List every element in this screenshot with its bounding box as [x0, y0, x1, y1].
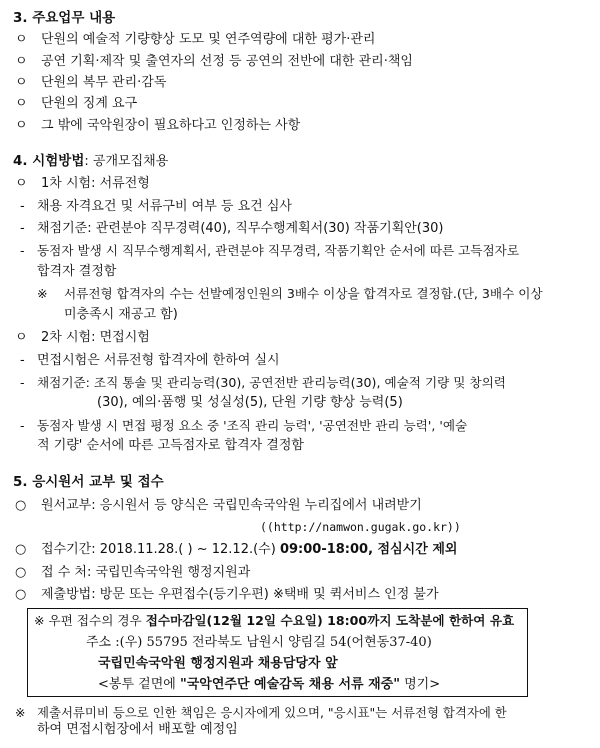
- list-item: [15, 53, 413, 71]
- first-exam-heading: [15, 175, 150, 193]
- circle-bullet-icon: ㅇ: [15, 75, 28, 90]
- list-item: [15, 586, 439, 604]
- first-exam-heading-text: 1차 시험: 서류전형: [41, 176, 150, 192]
- reference-mark-icon: ※: [15, 705, 26, 720]
- envelope-note-prefix: <봉투 겉면에: [98, 676, 180, 692]
- big-circle-bullet-icon: ○: [15, 542, 27, 558]
- list-item-text: 동점자 발생 시 직무수행계획서, 관련분야 직무경력, 작품기획안 순서에 따른 고득점자로: [37, 243, 519, 259]
- circle-bullet-icon: ㅇ: [15, 53, 28, 69]
- section-3-title: 3. 주요업무 내용: [13, 9, 116, 26]
- list-item: [20, 242, 519, 260]
- circle-bullet-icon: ㅇ: [15, 176, 28, 192]
- note-continuation: 하여 면접시험장에서 배포할 예정임: [37, 721, 238, 737]
- envelope-note: [98, 676, 440, 694]
- list-item-text: 채점기준: 조직 통솔 및 관리능력(30), 공연전반 관리능력(30), 예술적 기량 및 창의력: [37, 374, 506, 390]
- list-item: [20, 374, 506, 392]
- list-item-text: 공연 기획·제작 및 출연자의 선정 등 공연의 전반에 대한 관리·책임: [41, 53, 413, 69]
- list-item-text: 단원의 징계 요구: [41, 96, 138, 112]
- list-item-text: 단원의 복무 관리·감독: [41, 75, 167, 90]
- list-item: [15, 74, 166, 92]
- list-item: [15, 564, 250, 582]
- reference-mark-icon: ※: [37, 286, 48, 302]
- list-item: [15, 541, 457, 559]
- note-continuation: 미충족시 재공고 함): [64, 306, 178, 322]
- list-item-text: 채점기준: 관련분야 직무경력(40), 직무수행계획서(30) 작품기획안(30): [37, 221, 444, 237]
- list-item-text: 채용 자격요건 및 서류구비 여부 등 요건 심사: [37, 198, 292, 214]
- homepage-url: ((http://namwon.gugak.go.kr)): [260, 520, 461, 534]
- section-4-title: [13, 152, 168, 171]
- dash-bullet-icon: -: [20, 243, 25, 259]
- list-item-text: 접 수 처: 국립민속국악원 행정지원과: [41, 564, 251, 580]
- circle-bullet-icon: ㅇ: [15, 330, 28, 346]
- list-item-text: 그 밖에 국악원장이 필요하다고 인정하는 사항: [41, 117, 301, 133]
- list-item-text: 단원의 예술적 기량향상 도모 및 연주역량에 대한 평가·관리: [41, 32, 376, 48]
- note-text: 제출서류미비 등으로 인한 책임은 응시자에게 있으며, "응시표"는 서류전형 합격자에 한: [37, 705, 507, 720]
- mail-notice-line-1: [34, 612, 514, 630]
- dash-bullet-icon: -: [20, 374, 25, 390]
- list-item-continuation: 적 기량' 순서에 따른 고득점자로 합격자 결정함: [37, 438, 304, 454]
- envelope-label: "국악연주단 예술감독 채용 서류 재중": [179, 676, 400, 692]
- note-text: 서류전형 합격자의 수는 선발예정인원의 3배수 이상을 합격자로 결정함.(단, 3배수 이상: [64, 286, 543, 302]
- note-item: [15, 704, 507, 722]
- list-item: [15, 95, 137, 113]
- list-item: [15, 31, 375, 49]
- list-item: [20, 220, 444, 238]
- note-item: [37, 285, 543, 303]
- dash-bullet-icon: -: [20, 417, 25, 433]
- dash-bullet-icon: -: [20, 198, 25, 214]
- list-item: [15, 117, 300, 135]
- period-text: 접수기간: 2018.11.28.( ) ~ 12.12.(수): [41, 542, 280, 558]
- section-4-title-suffix: : 공개모집채용: [84, 153, 169, 169]
- list-item: [20, 417, 467, 435]
- mail-deadline: 접수마감일(12월 12일 수요일) 18:00까지 도착분에 한하여 유효: [145, 613, 515, 629]
- list-item-text: 면접시험은 서류전형 합격자에 한하여 실시: [37, 352, 280, 368]
- section-4-title-prefix: 4. 시험방법: [13, 152, 85, 169]
- big-circle-bullet-icon: ○: [15, 497, 27, 513]
- dash-bullet-icon: -: [20, 352, 25, 368]
- section-5-title: 5. 응시원서 교부 및 접수: [13, 474, 164, 491]
- dash-bullet-icon: -: [20, 221, 25, 237]
- list-item-text: 동점자 발생 시 면접 평정 요소 중 '조직 관리 능력', '공연전반 관리 능력', '예술: [37, 417, 468, 433]
- mail-address: 주소 :(우) 55795 전라북도 남원시 양림길 54(어현동37-40): [86, 634, 432, 650]
- list-item-continuation: 합격자 결정함: [37, 263, 117, 279]
- list-item: [20, 352, 280, 370]
- circle-bullet-icon: ㅇ: [15, 96, 28, 112]
- list-item: [20, 198, 292, 216]
- list-item-text: 제출방법: 방문 또는 우편접수(등기우편) ※택배 및 퀵서비스 인정 불가: [41, 587, 439, 603]
- circle-bullet-icon: ㅇ: [15, 117, 28, 133]
- list-item: [15, 497, 422, 515]
- second-exam-heading: [15, 329, 150, 347]
- second-exam-heading-text: 2차 시험: 면접시험: [41, 330, 150, 346]
- big-circle-bullet-icon: ○: [15, 587, 27, 603]
- mail-notice-prefix: ※ 우편 접수의 경우: [34, 613, 146, 629]
- period-hours: 09:00-18:00, 점심시간 제외: [279, 542, 458, 558]
- circle-bullet-icon: ㅇ: [15, 32, 28, 48]
- mail-recipient: 국립민속국악원 행정지원과 채용담당자 앞: [98, 656, 338, 672]
- list-item-text: 원서교부: 응시원서 등 양식은 국립민속국악원 누리집에서 내려받기: [41, 497, 422, 513]
- envelope-note-suffix: 명기>: [399, 676, 441, 692]
- list-item-continuation: (30), 예의·품행 및 성실성(5), 단원 기량 향상 능력(5): [97, 395, 403, 411]
- big-circle-bullet-icon: ○: [15, 564, 27, 580]
